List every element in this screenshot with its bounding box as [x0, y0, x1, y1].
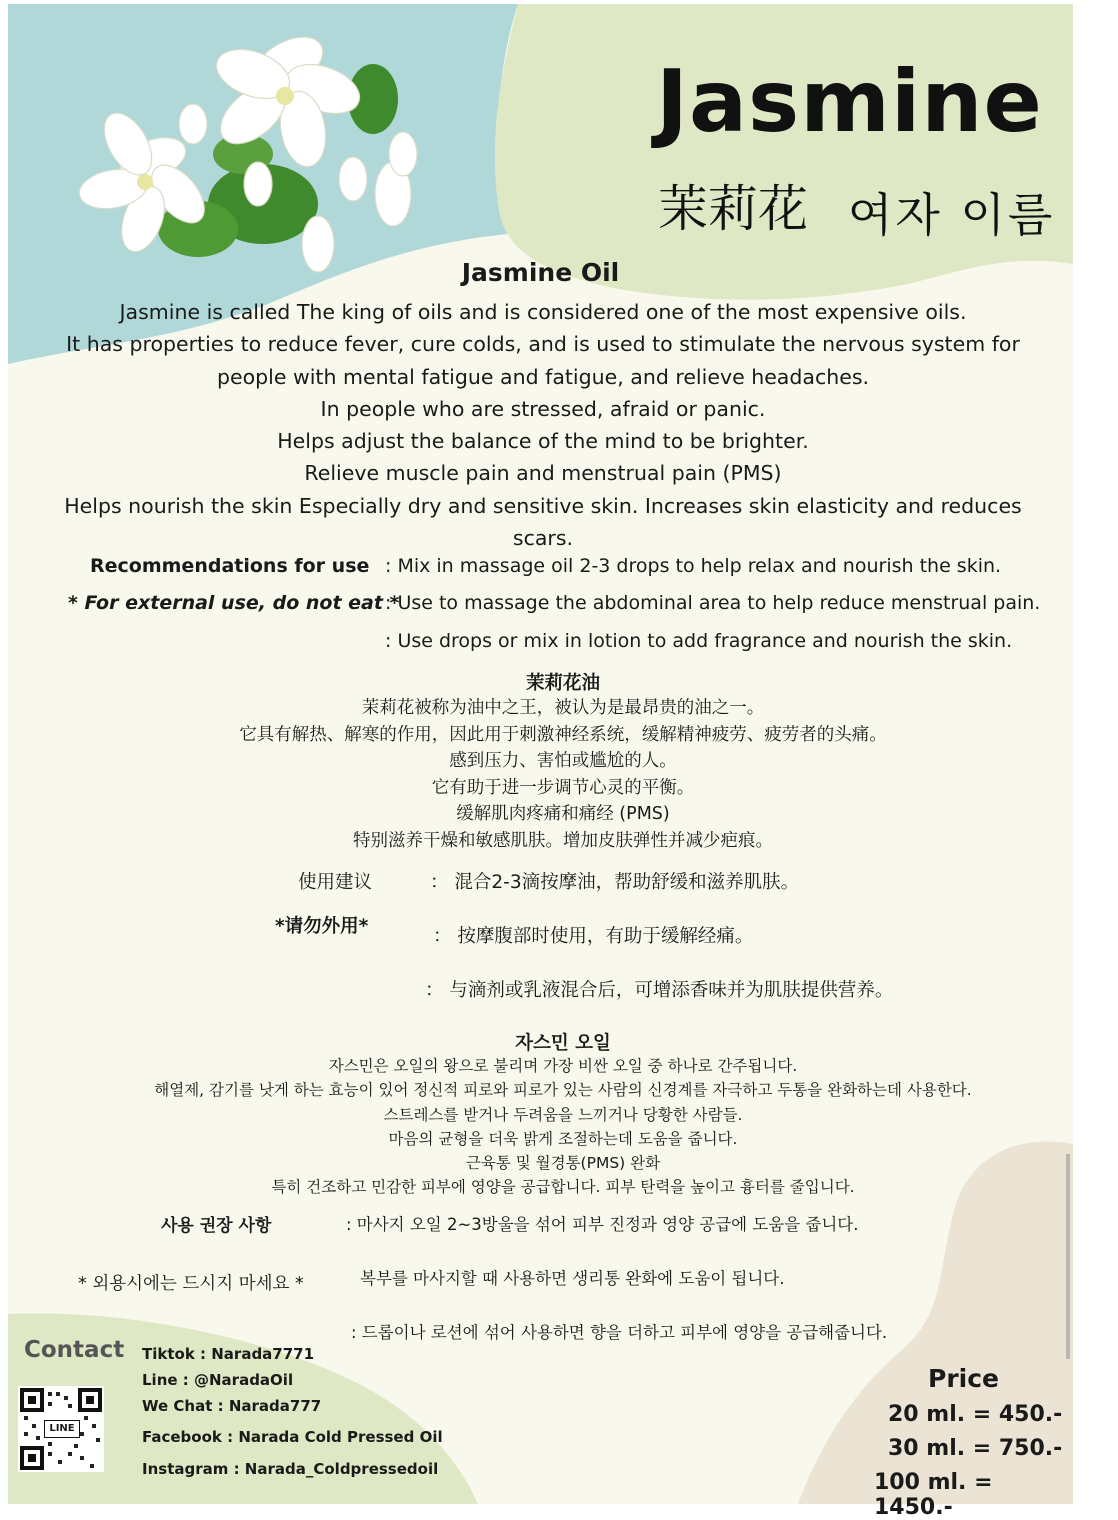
contact-line-id: Line : @NaradaOil: [142, 1371, 294, 1389]
english-line: It has properties to reduce fever, cure colds, and is used to stimulate the nervous system for people with mental fatigue and fatigue, and relieve headaches.: [66, 332, 1020, 389]
english-line: In people who are stressed, afraid or panic.: [320, 396, 766, 421]
price-item: 30 ml. = 750.-: [888, 1436, 1063, 1461]
jasmine-flower-illustration: [73, 4, 433, 284]
korean-heading: 자스민 오일: [515, 1033, 611, 1054]
qr-line-badge: LINE: [44, 1420, 80, 1438]
contact-title: Contact: [24, 1337, 125, 1363]
korean-line: 해열제, 감기를 낫게 하는 효능이 있어 정신적 피로와 피로가 있는 사람의 신경계를 자극하고 두통을 완화하는데 사용한다.: [154, 1081, 972, 1100]
chinese-line: 它具有解热、解寒的作用，因此用于刺激神经系统，缓解精神疲劳、疲劳者的头痛。: [239, 724, 887, 745]
line-qr-code: [18, 1386, 104, 1472]
chinese-line: 缓解肌肉疼痛和痛经 (PMS): [456, 804, 670, 824]
english-rec-item: : Use drops or mix in lotion to add fragrance and nourish the skin.: [385, 630, 1013, 652]
korean-line: 마음의 균형을 더욱 밝게 조절하는데 도움을 줍니다.: [388, 1129, 738, 1148]
chinese-line: 它有助于进一步调节心灵的平衡。: [431, 777, 695, 798]
price-item: 100 ml. = 1450.-: [874, 1470, 993, 1520]
english-line: Helps adjust the balance of the mind to be brighter.: [277, 429, 809, 454]
english-rec-item: : Mix in massage oil 2-3 drops to help relax and nourish the skin.: [385, 555, 1002, 577]
title-korean: 여자 이름: [848, 188, 1056, 242]
title-chinese: 茉莉花: [658, 180, 808, 238]
price-title: Price: [928, 1364, 999, 1393]
english-line: Relieve muscle pain and menstrual pain (PMS): [304, 461, 782, 486]
chinese-rec-item: ： 按摩腹部时使用，有助于缓解经痛。: [433, 926, 754, 947]
korean-line: 근육통 및 월경통(PMS) 완화: [465, 1154, 661, 1173]
korean-warning-label: * 외용시에는 드시지 마세요 *: [78, 1274, 304, 1294]
english-warning-label: * For external use, do not eat *: [68, 592, 400, 614]
english-recommendations-label: Recommendations for use: [90, 555, 370, 577]
chinese-rec-item: ： 与滴剂或乳液混合后，可增添香味并为肌肤提供营养。: [425, 980, 894, 1001]
contact-facebook: Facebook : Narada Cold Pressed Oil: [142, 1428, 443, 1446]
korean-line: 자스민은 오일의 왕으로 불리며 가장 비싼 오일 중 하나로 간주됩니다.: [328, 1057, 798, 1075]
chinese-rec-item: ： 混合2-3滴按摩油，帮助舒缓和滋养肌肤。: [430, 872, 800, 893]
korean-description: [8, 1054, 1118, 1200]
english-description: [38, 296, 1048, 554]
chinese-line: 感到压力、害怕或尴尬的人。: [449, 751, 677, 771]
korean-rec-item: : 드롭이나 로션에 섞어 사용하면 향을 더하고 피부에 영양을 공급해줍니다.: [351, 1323, 888, 1342]
price-item: 20 ml. = 450.-: [888, 1402, 1063, 1427]
chinese-warning-label: *请勿外用*: [275, 916, 369, 937]
korean-line: 특히 건조하고 민감한 피부에 영양을 공급합니다. 피부 탄력을 높이고 흉터를 줄입니다.: [271, 1178, 855, 1197]
korean-recommendations-label: 사용 권장 사항: [161, 1216, 272, 1236]
contact-instagram: Instagram : Narada_Coldpressedoil: [142, 1460, 439, 1478]
chinese-line: 特别滋养干燥和敏感肌肤。增加皮肤弹性并减少疤痕。: [353, 830, 773, 851]
chinese-heading: 茉莉花油: [525, 673, 600, 694]
english-line: Jasmine is called The king of oils and is considered one of the most expensive oils.: [119, 300, 967, 324]
contact-wechat: We Chat : Narada777: [142, 1397, 322, 1415]
title-english: Jasmine: [656, 52, 1043, 152]
english-rec-item: : Use to massage the abdominal area to help reduce menstrual pain.: [385, 592, 1041, 614]
chinese-line: 茉莉花被称为油中之王，被认为是最昂贵的油之一。: [361, 698, 765, 718]
english-line: Helps nourish the skin Especially dry and sensitive skin. Increases skin elasticity and reduces scars.: [64, 493, 1022, 551]
english-heading: Jasmine Oil: [461, 258, 620, 287]
chinese-recommendations-label: 使用建议: [298, 872, 373, 893]
korean-line: 스트레스를 받거나 두려움을 느끼거나 당황한 사람들.: [383, 1105, 743, 1124]
contact-tiktok: Tiktok : Narada7771: [142, 1345, 315, 1363]
chinese-description: [8, 695, 1118, 854]
korean-rec-item: : 마사지 오일 2~3방울을 섞어 피부 진정과 영양 공급에 도움을 줍니다.: [346, 1215, 859, 1234]
poster: [8, 4, 1073, 1520]
korean-rec-item: 복부를 마사지할 때 사용하면 생리통 완화에 도움이 됩니다.: [360, 1269, 785, 1288]
